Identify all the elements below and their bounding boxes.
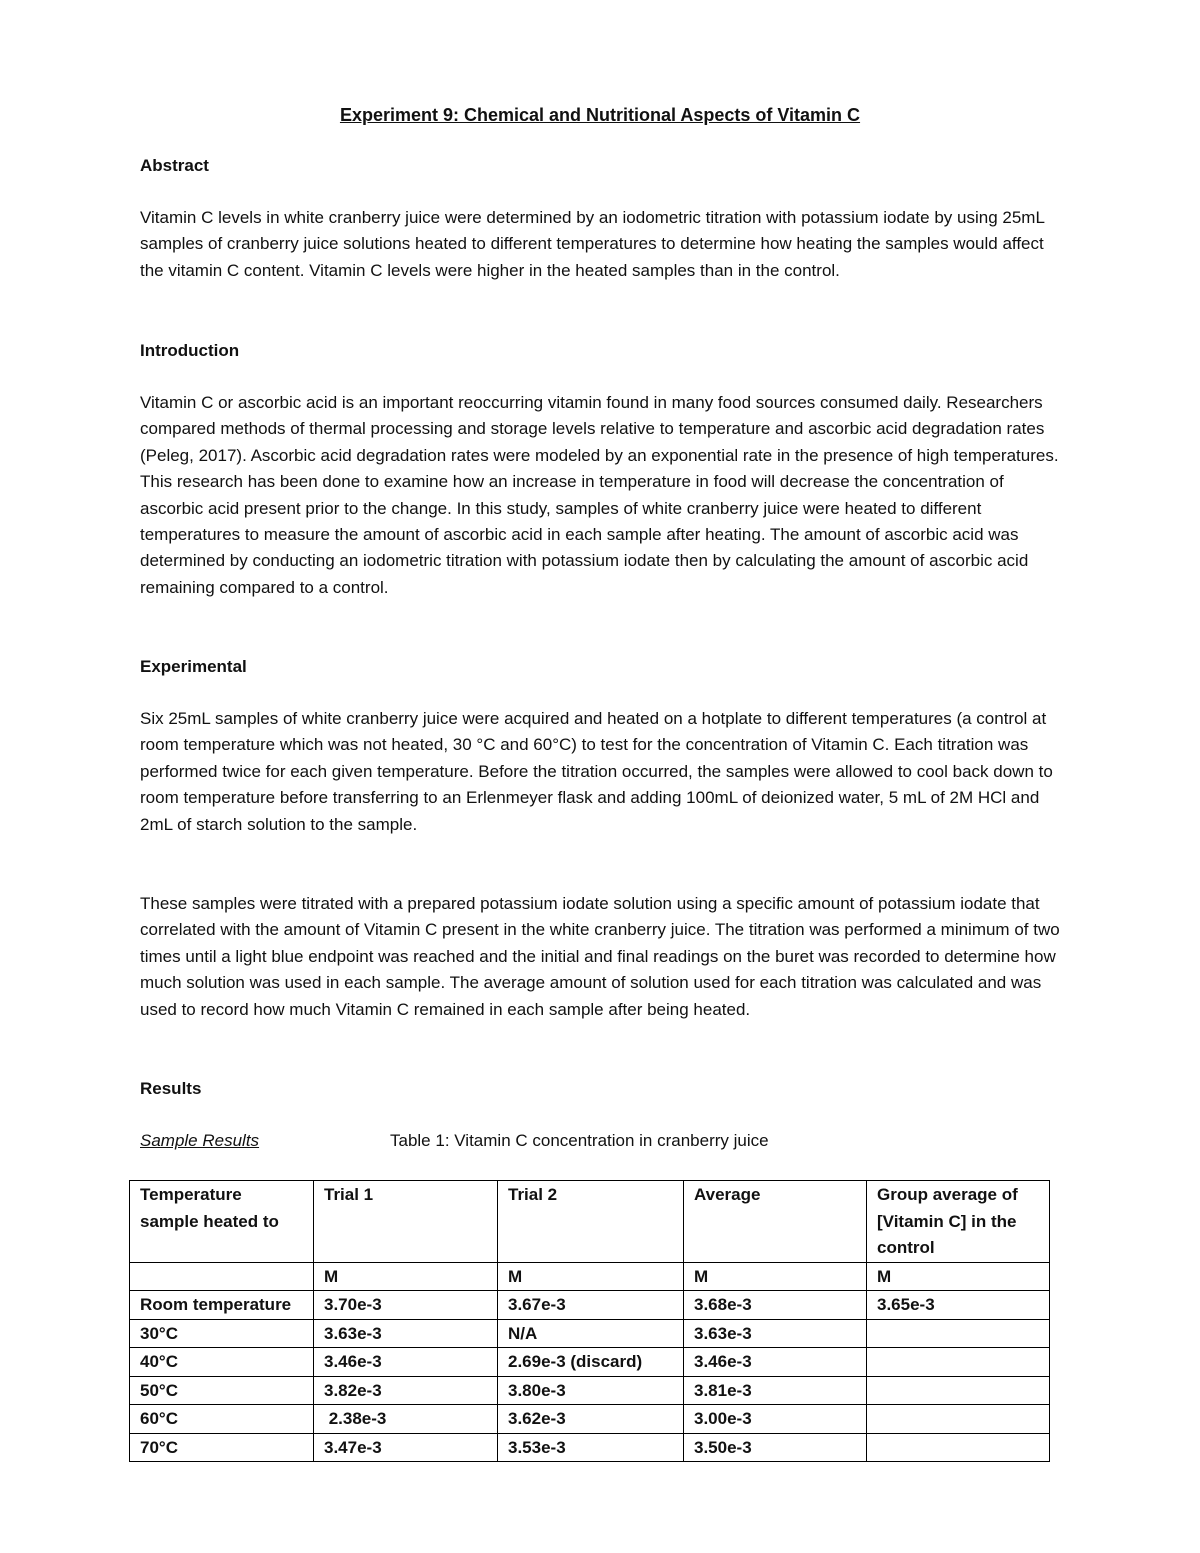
results-table bbox=[129, 1180, 1050, 1462]
table-cell: Room temperature bbox=[130, 1291, 314, 1320]
table-cell: 3.53e-3 bbox=[498, 1433, 684, 1462]
unit-cell: M bbox=[867, 1262, 1050, 1291]
table-cell: 2.38e-3 bbox=[314, 1405, 498, 1434]
abstract-heading: Abstract bbox=[140, 156, 209, 175]
experimental-paragraph-2: These samples were titrated with a prepared potassium iodate solution using a specific amount of potassium iodate that correlated with the amount of Vitamin C present in the white cranberry juice. The titration was performed a minimum of two times until a light blue endpoint was reached and the initial and final readings on the buret was recorded to determine how much solution was used in each sample. The average amount of solution used for each titration was calculated and was used to record how much Vitamin C remained in each sample after being heated. bbox=[140, 894, 1060, 1019]
table-cell: 3.63e-3 bbox=[314, 1319, 498, 1348]
table-row bbox=[130, 1291, 1050, 1320]
table-cell: 3.62e-3 bbox=[498, 1405, 684, 1434]
table-units-row bbox=[130, 1262, 1050, 1291]
header-cell: Average bbox=[684, 1181, 867, 1263]
experimental-heading: Experimental bbox=[140, 657, 247, 676]
table-cell: 50°C bbox=[130, 1376, 314, 1405]
sample-results-label: Sample Results bbox=[140, 1131, 260, 1150]
table-row bbox=[130, 1405, 1050, 1434]
table-cell: 3.81e-3 bbox=[684, 1376, 867, 1405]
header-cell: Group average of [Vitamin C] in the control bbox=[867, 1181, 1050, 1263]
table-cell bbox=[867, 1405, 1050, 1434]
results-heading: Results bbox=[140, 1079, 202, 1098]
table-row bbox=[130, 1319, 1050, 1348]
table-row bbox=[130, 1376, 1050, 1405]
unit-cell: M bbox=[498, 1262, 684, 1291]
table-cell: 3.70e-3 bbox=[314, 1291, 498, 1320]
introduction-text: Vitamin C or ascorbic acid is an important reoccurring vitamin found in many food sources consumed daily. Researchers compared methods of thermal processing and storage levels relative to temperature and ascorbic acid degradation rates (Peleg, 2017). Ascorbic acid degradation rates were modeled by an exponential rate in the presence of high temperatures. This research has been done to examine how an increase in temperature in food will decrease the concentration of ascorbic acid present prior to the change. In this study, samples of white cranberry juice were heated to different temperatures to measure the amount of ascorbic acid in each sample after heating. The amount of ascorbic acid was determined by conducting an iodometric titration with potassium iodate then by calculating the amount of ascorbic acid remaining compared to a control. bbox=[140, 393, 1059, 597]
table-cell: 3.47e-3 bbox=[314, 1433, 498, 1462]
header-cell: Trial 2 bbox=[498, 1181, 684, 1263]
header-cell: Temperature sample heated to bbox=[130, 1181, 314, 1263]
table-cell: 30°C bbox=[130, 1319, 314, 1348]
table-cell: 2.69e-3 (discard) bbox=[498, 1348, 684, 1377]
table-cell: N/A bbox=[498, 1319, 684, 1348]
table-cell: 3.65e-3 bbox=[867, 1291, 1050, 1320]
table-cell: 3.50e-3 bbox=[684, 1433, 867, 1462]
table-cell: 3.68e-3 bbox=[684, 1291, 867, 1320]
experimental-paragraph-1: Six 25mL samples of white cranberry juice were acquired and heated on a hotplate to different temperatures (a control at room temperature which was not heated, 30 °C and 60°C) to test for the concentration of Vitamin C. Each titration was performed twice for each given temperature. Before the titration occurred, the samples were allowed to cool back down to room temperature before transferring to an Erlenmeyer flask and adding 100mL of deionized water, 5 mL of 2M HCl and 2mL of starch solution to the sample. bbox=[140, 709, 1053, 834]
introduction-heading: Introduction bbox=[140, 341, 240, 360]
table-cell: 3.82e-3 bbox=[314, 1376, 498, 1405]
table-cell bbox=[867, 1348, 1050, 1377]
table-cell bbox=[867, 1319, 1050, 1348]
table-cell: 3.63e-3 bbox=[684, 1319, 867, 1348]
table-cell bbox=[867, 1376, 1050, 1405]
table-cell: 3.67e-3 bbox=[498, 1291, 684, 1320]
table-caption: Table 1: Vitamin C concentration in cranberry juice bbox=[390, 1131, 769, 1150]
table-cell bbox=[867, 1433, 1050, 1462]
table-cell: 60°C bbox=[130, 1405, 314, 1434]
table-cell: 3.80e-3 bbox=[498, 1376, 684, 1405]
table-cell: 3.46e-3 bbox=[314, 1348, 498, 1377]
unit-cell: M bbox=[684, 1262, 867, 1291]
table-row bbox=[130, 1348, 1050, 1377]
page-title: Experiment 9: Chemical and Nutritional Aspects of Vitamin C bbox=[339, 105, 861, 125]
table-row bbox=[130, 1433, 1050, 1462]
header-cell: Trial 1 bbox=[314, 1181, 498, 1263]
abstract-text: Vitamin C levels in white cranberry juice were determined by an iodometric titration with potassium iodate by using 25mL samples of cranberry juice solutions heated to different temperatures to determine how heating the samples would affect the vitamin C content. Vitamin C levels were higher in the heated samples than in the control. bbox=[140, 208, 1045, 280]
unit-cell bbox=[130, 1262, 314, 1291]
table-cell: 70°C bbox=[130, 1433, 314, 1462]
unit-cell: M bbox=[314, 1262, 498, 1291]
table-header-row bbox=[130, 1181, 1050, 1263]
table-cell: 3.00e-3 bbox=[684, 1405, 867, 1434]
table-cell: 3.46e-3 bbox=[684, 1348, 867, 1377]
table-cell: 40°C bbox=[130, 1348, 314, 1377]
